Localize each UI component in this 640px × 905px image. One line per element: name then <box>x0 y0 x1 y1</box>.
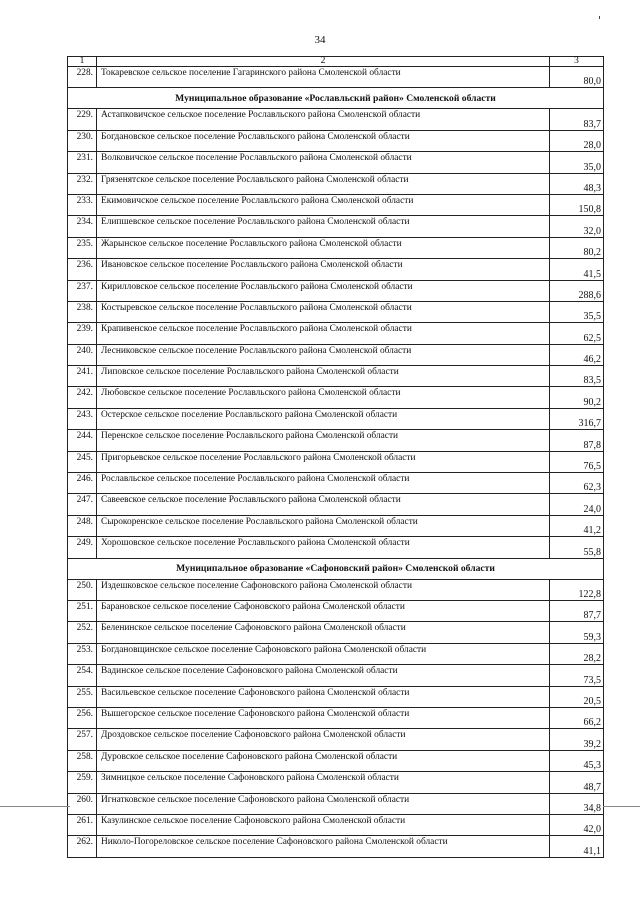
section-row <box>68 558 604 579</box>
row-value: 45,3 <box>550 750 604 771</box>
row-value: 288,6 <box>550 280 604 301</box>
row-number: 261. <box>68 814 97 835</box>
table-row <box>68 515 604 536</box>
row-number: 248. <box>68 515 97 536</box>
row-value: 41,5 <box>550 259 604 280</box>
row-number: 232. <box>68 173 97 194</box>
row-number: 238. <box>68 301 97 322</box>
settlement-name: Беленинское сельское поселение Сафоновского района Смоленской области <box>97 622 550 643</box>
table-row <box>68 451 604 472</box>
row-value: 28,2 <box>550 643 604 664</box>
settlement-name: Вадинское сельское поселение Сафоновского района Смоленской области <box>97 665 550 686</box>
table-row <box>68 537 604 558</box>
table-row <box>68 67 604 88</box>
table-row <box>68 600 604 621</box>
data-table <box>67 56 604 858</box>
row-number: 242. <box>68 387 97 408</box>
row-value: 66,2 <box>550 707 604 728</box>
scan-mark <box>603 806 640 807</box>
table-row <box>68 387 604 408</box>
row-number: 251. <box>68 600 97 621</box>
table-row <box>68 237 604 258</box>
row-number: 259. <box>68 772 97 793</box>
settlement-name: Грязенятское сельское поселение Рославльского района Смоленской области <box>97 173 550 194</box>
settlement-name: Казулинское сельское поселение Сафоновского района Смоленской области <box>97 814 550 835</box>
row-value: 150,8 <box>550 194 604 215</box>
settlement-name: Жарынское сельское поселение Рославльского района Смоленской области <box>97 237 550 258</box>
settlement-name: Богдановщинское сельское поселение Сафоновского района Смоленской области <box>97 643 550 664</box>
row-value: 83,5 <box>550 366 604 387</box>
row-value: 32,0 <box>550 216 604 237</box>
table-row <box>68 473 604 494</box>
row-value: 42,0 <box>550 814 604 835</box>
row-number: 257. <box>68 729 97 750</box>
section-title: Муниципальное образование «Рославльский район» Смоленской области <box>68 88 604 109</box>
settlement-name: Савеевское сельское поселение Рославльского района Смоленской области <box>97 494 550 515</box>
settlement-name: Астапковичское сельское поселение Рославльского района Смоленской области <box>97 109 550 130</box>
row-value: 87,7 <box>550 600 604 621</box>
table-row <box>68 729 604 750</box>
scan-mark <box>599 16 600 19</box>
page-number: 34 <box>314 34 326 46</box>
column-header-3: 3 <box>550 57 604 67</box>
row-number: 260. <box>68 793 97 814</box>
settlement-name: Кирилловское сельское поселение Рославльского района Смоленской области <box>97 280 550 301</box>
settlement-name: Елипшевское сельское поселение Рославльского района Смоленской области <box>97 216 550 237</box>
settlement-name: Дроздовское сельское поселение Сафоновского района Смоленской области <box>97 729 550 750</box>
row-value: 35,5 <box>550 301 604 322</box>
row-number: 245. <box>68 451 97 472</box>
table-row <box>68 344 604 365</box>
table-row <box>68 494 604 515</box>
row-value: 76,5 <box>550 451 604 472</box>
settlement-name: Хорошовское сельское поселение Рославльского района Смоленской области <box>97 537 550 558</box>
row-number: 255. <box>68 686 97 707</box>
table-row <box>68 130 604 151</box>
row-number: 244. <box>68 430 97 451</box>
settlement-name: Зимницкое сельское поселение Сафоновского района Смоленской области <box>97 772 550 793</box>
settlement-name: Вышегорское сельское поселение Сафоновского района Смоленской области <box>97 707 550 728</box>
settlement-name: Васильевское сельское поселение Сафоновского района Смоленской области <box>97 686 550 707</box>
table-row <box>68 665 604 686</box>
table-row <box>68 301 604 322</box>
row-value: 20,5 <box>550 686 604 707</box>
row-number: 252. <box>68 622 97 643</box>
table-row <box>68 194 604 215</box>
table-row <box>68 814 604 835</box>
row-value: 62,3 <box>550 473 604 494</box>
settlement-name: Липовское сельское поселение Рославльского района Смоленской области <box>97 366 550 387</box>
row-value: 73,5 <box>550 665 604 686</box>
row-number: 234. <box>68 216 97 237</box>
row-value: 48,3 <box>550 173 604 194</box>
row-number: 254. <box>68 665 97 686</box>
settlement-name: Лесниковское сельское поселение Рославльского района Смоленской области <box>97 344 550 365</box>
settlement-name: Остерское сельское поселение Рославльского района Смоленской области <box>97 408 550 429</box>
row-number: 233. <box>68 194 97 215</box>
table-row <box>68 216 604 237</box>
row-number: 247. <box>68 494 97 515</box>
table-row <box>68 622 604 643</box>
row-number: 236. <box>68 259 97 280</box>
column-header-2: 2 <box>97 57 550 67</box>
row-number: 237. <box>68 280 97 301</box>
row-value: 46,2 <box>550 344 604 365</box>
settlement-name: Рославльское сельское поселение Рославльского района Смоленской области <box>97 473 550 494</box>
row-value: 80,0 <box>550 67 604 88</box>
row-value: 24,0 <box>550 494 604 515</box>
row-value: 59,3 <box>550 622 604 643</box>
settlement-name: Костыревское сельское поселение Рославльского района Смоленской области <box>97 301 550 322</box>
row-value: 41,1 <box>550 836 604 857</box>
row-number: 253. <box>68 643 97 664</box>
table-row <box>68 280 604 301</box>
section-title: Муниципальное образование «Сафоновский район» Смоленской области <box>68 558 604 579</box>
row-number: 231. <box>68 152 97 173</box>
settlement-name: Издешковское сельское поселение Сафоновского района Смоленской области <box>97 579 550 600</box>
row-number: 256. <box>68 707 97 728</box>
row-value: 83,7 <box>550 109 604 130</box>
settlement-name: Богдановское сельское поселение Рославльского района Смоленской области <box>97 130 550 151</box>
row-number: 258. <box>68 750 97 771</box>
row-value: 62,5 <box>550 323 604 344</box>
settlement-name: Любовское сельское поселение Рославльского района Смоленской области <box>97 387 550 408</box>
row-number: 262. <box>68 836 97 857</box>
section-row <box>68 88 604 109</box>
table-row <box>68 323 604 344</box>
row-number: 243. <box>68 408 97 429</box>
table-row <box>68 408 604 429</box>
table-row <box>68 109 604 130</box>
row-value: 122,8 <box>550 579 604 600</box>
table-row <box>68 772 604 793</box>
row-number: 241. <box>68 366 97 387</box>
row-value: 87,8 <box>550 430 604 451</box>
row-value: 34,8 <box>550 793 604 814</box>
settlement-name: Крапивенское сельское поселение Рославльского района Смоленской области <box>97 323 550 344</box>
settlement-name: Перенское сельское поселение Рославльского района Смоленской области <box>97 430 550 451</box>
table-row <box>68 579 604 600</box>
settlement-name: Сырокоренское сельское поселение Рославльского района Смоленской области <box>97 515 550 536</box>
scan-mark <box>0 806 70 807</box>
settlement-name: Волковичское сельское поселение Рославльского района Смоленской области <box>97 152 550 173</box>
table-row <box>68 430 604 451</box>
row-number: 250. <box>68 579 97 600</box>
table-row <box>68 707 604 728</box>
table-header-row <box>68 57 604 67</box>
row-value: 41,2 <box>550 515 604 536</box>
row-number: 239. <box>68 323 97 344</box>
settlement-name: Игнатковское сельское поселение Сафоновского района Смоленской области <box>97 793 550 814</box>
table-row <box>68 750 604 771</box>
settlement-name: Токаревское сельское поселение Гагаринского района Смоленской области <box>97 67 550 88</box>
row-number: 228. <box>68 67 97 88</box>
table-row <box>68 366 604 387</box>
row-number: 235. <box>68 237 97 258</box>
row-number: 240. <box>68 344 97 365</box>
settlement-name: Дуровское сельское поселение Сафоновского района Смоленской области <box>97 750 550 771</box>
row-value: 55,8 <box>550 537 604 558</box>
row-value: 48,7 <box>550 772 604 793</box>
table-row <box>68 643 604 664</box>
row-value: 316,7 <box>550 408 604 429</box>
settlement-name: Барановское сельское поселение Сафоновского района Смоленской области <box>97 600 550 621</box>
row-number: 230. <box>68 130 97 151</box>
table-row <box>68 259 604 280</box>
row-value: 35,0 <box>550 152 604 173</box>
table-row <box>68 793 604 814</box>
settlement-name: Ивановское сельское поселение Рославльского района Смоленской области <box>97 259 550 280</box>
column-header-1: 1 <box>68 57 97 67</box>
row-value: 80,2 <box>550 237 604 258</box>
settlement-name: Пригорьевское сельское поселение Рославльского района Смоленской области <box>97 451 550 472</box>
table-row <box>68 173 604 194</box>
table-row <box>68 152 604 173</box>
table-row <box>68 836 604 857</box>
row-value: 28,0 <box>550 130 604 151</box>
settlement-name: Екимовичское сельское поселение Рославльского района Смоленской области <box>97 194 550 215</box>
table-row <box>68 686 604 707</box>
settlement-name: Николо-Погореловское сельское поселение Сафоновского района Смоленской области <box>97 836 550 857</box>
row-number: 249. <box>68 537 97 558</box>
row-number: 246. <box>68 473 97 494</box>
row-value: 39,2 <box>550 729 604 750</box>
row-number: 229. <box>68 109 97 130</box>
row-value: 90,2 <box>550 387 604 408</box>
